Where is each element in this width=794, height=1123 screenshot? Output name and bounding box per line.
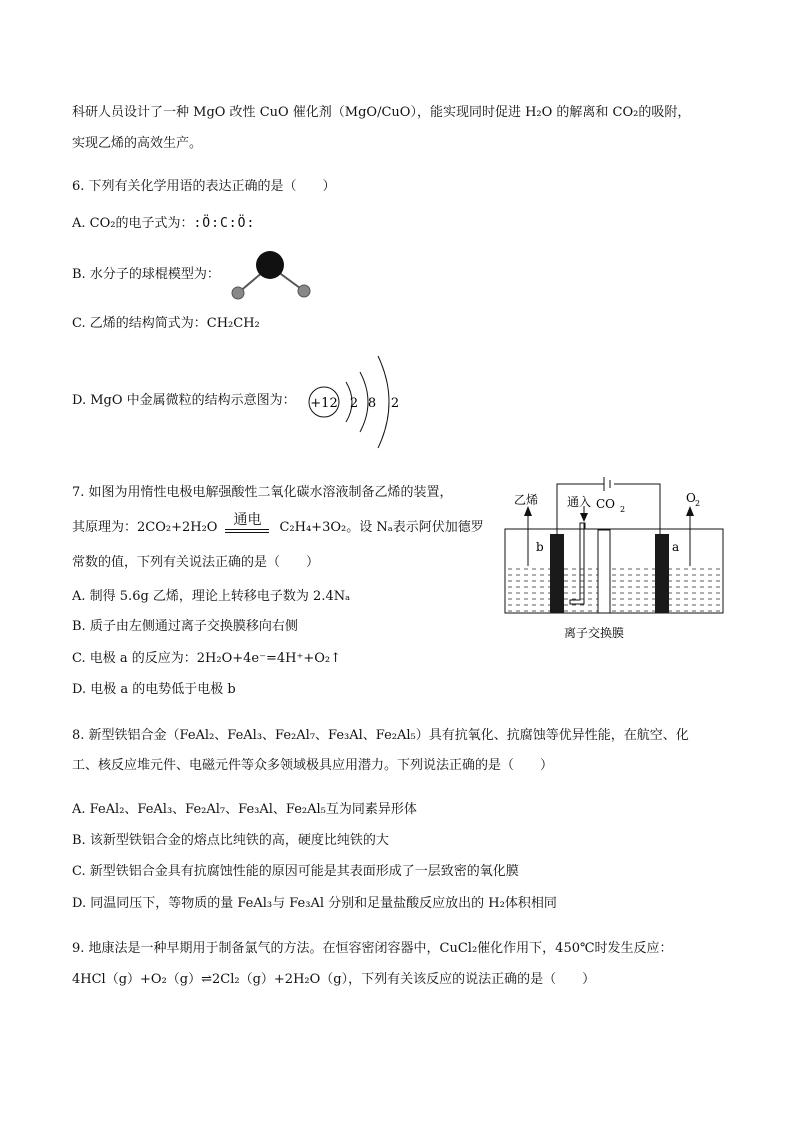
electrolysis-apparatus-figure [500, 476, 730, 648]
q6-option-d-prefix: D. MgO 中金属微粒的结构示意图为： [72, 393, 296, 408]
label-inlet: 通入 [567, 495, 592, 509]
q7-stem-line-3: 常数的值，下列有关说法正确的是（ ） [72, 555, 320, 570]
double-arrow-line [225, 529, 269, 530]
shell-arc-3 [378, 356, 389, 448]
mg-atom-structure-diagram [304, 348, 414, 452]
q7-option-d: D. 电极 a 的电势低于电极 b [72, 682, 236, 697]
q8-option-d: D. 同温同压下，等物质的量 FeAl₃与 Fe₃Al 分别和足量盐酸反应放出的 H₂体积相同 [72, 896, 557, 911]
q7-equation-right: C₂H₄+3O₂。设 Nₐ表示阿伏加德罗 [279, 520, 484, 535]
solution [506, 564, 722, 612]
q7-stem-line-1: 7. 如图为用惰性电极电解强酸性二氧化碳水溶液制备乙烯的装置， [72, 485, 453, 500]
electrolysis-condition [217, 512, 279, 537]
double-arrow-line-2 [225, 532, 269, 533]
q7-option-b: B. 质子由左侧通过离子交换膜移向右侧 [72, 619, 298, 634]
hydrogen-atom-right [298, 285, 310, 297]
q6-stem: 6. 下列有关化学用语的表达正确的是（ ） [72, 179, 336, 194]
label-electrode-b: b [536, 540, 544, 554]
water-ball-stick-model [228, 250, 318, 302]
nucleus-charge: +12 [310, 396, 338, 411]
label-electrode-a: a [672, 540, 680, 554]
q7-option-c: C. 电极 a 的反应为：2H₂O+4e⁻=4H⁺+O₂↑ [72, 651, 341, 666]
q8-option-b: B. 该新型铁铝合金的熔点比纯铁的高，硬度比纯铁的大 [72, 833, 389, 848]
electrode-a [655, 534, 669, 613]
shell-electrons-1: 2 [349, 396, 359, 411]
ethylene-arrowhead [524, 506, 532, 516]
q7-equation-left: 其原理为：2CO₂+2H₂O [72, 520, 218, 535]
q8-stem-line-1: 8. 新型铁铝合金（FeAl₂、FeAl₃、Fe₂Al₇、Fe₃Al、Fe₂Al₅）具有抗氧化、抗腐蚀等优异性能，在航空、化 [72, 728, 689, 743]
shell-arc-2 [360, 372, 368, 432]
q8-stem-line-2: 工、核反应堆元件、电磁元件等众多领域极具应用潜力。下列说法正确的是（ ） [72, 758, 554, 773]
electrolysis-label: 通电 [233, 512, 262, 528]
label-o2-subscript: 2 [695, 499, 701, 508]
intro-line-1: 科研人员设计了一种 MgO 改性 CuO 催化剂（MgO/CuO），能实现同时促进 H₂O 的解离和 CO₂的吸附， [72, 105, 691, 120]
intro-line-2: 实现乙烯的高效生产。 [72, 136, 203, 151]
label-co2: CO [596, 497, 616, 511]
hydrogen-atom-left [232, 287, 244, 299]
q7-stem-line-2 [72, 512, 484, 537]
o2-arrowhead [686, 506, 694, 516]
q6-option-b-prefix: B. 水分子的球棍模型为： [72, 267, 220, 282]
q8-option-a: A. FeAl₂、FeAl₃、Fe₂Al₇、Fe₃Al、Fe₂Al₅互为同素异形体 [72, 802, 417, 817]
oxygen-atom [256, 251, 284, 279]
q6-option-a-prefix: A. CO₂的电子式为： [72, 216, 194, 231]
ion-exchange-membrane [598, 530, 610, 613]
inlet-arrowhead [580, 513, 588, 522]
co2-electron-formula: :Ö:C:Ö: [193, 216, 256, 231]
q8-option-c: C. 新型铁铝合金具有抗腐蚀性能的原因可能是其表面形成了一层致密的氧化膜 [72, 864, 519, 879]
q6-option-a [72, 215, 255, 233]
q9-stem-line-1: 9. 地康法是一种早期用于制备氯气的方法。在恒容密闭容器中，CuCl₂催化作用下，450℃时发生反应： [72, 941, 673, 956]
electrode-b [550, 534, 564, 613]
shell-electrons-2: 8 [367, 396, 377, 411]
shell-electrons-3: 2 [390, 396, 400, 411]
figure-caption: 离子交换膜 [564, 626, 625, 640]
label-co2-subscript: 2 [620, 505, 626, 514]
q7-option-a: A. 制得 5.6g 乙烯，理论上转移电子数为 2.4Nₐ [72, 589, 351, 604]
q9-stem-line-2: 4HCl（g）+O₂（g）⇌2Cl₂（g）+2H₂O（g），下列有关该反应的说法正确的是（ ） [72, 972, 596, 987]
label-ethylene: 乙烯 [514, 493, 539, 507]
q6-option-c: C. 乙烯的结构简式为：CH₂CH₂ [72, 316, 260, 331]
label-o2: O [686, 491, 696, 505]
